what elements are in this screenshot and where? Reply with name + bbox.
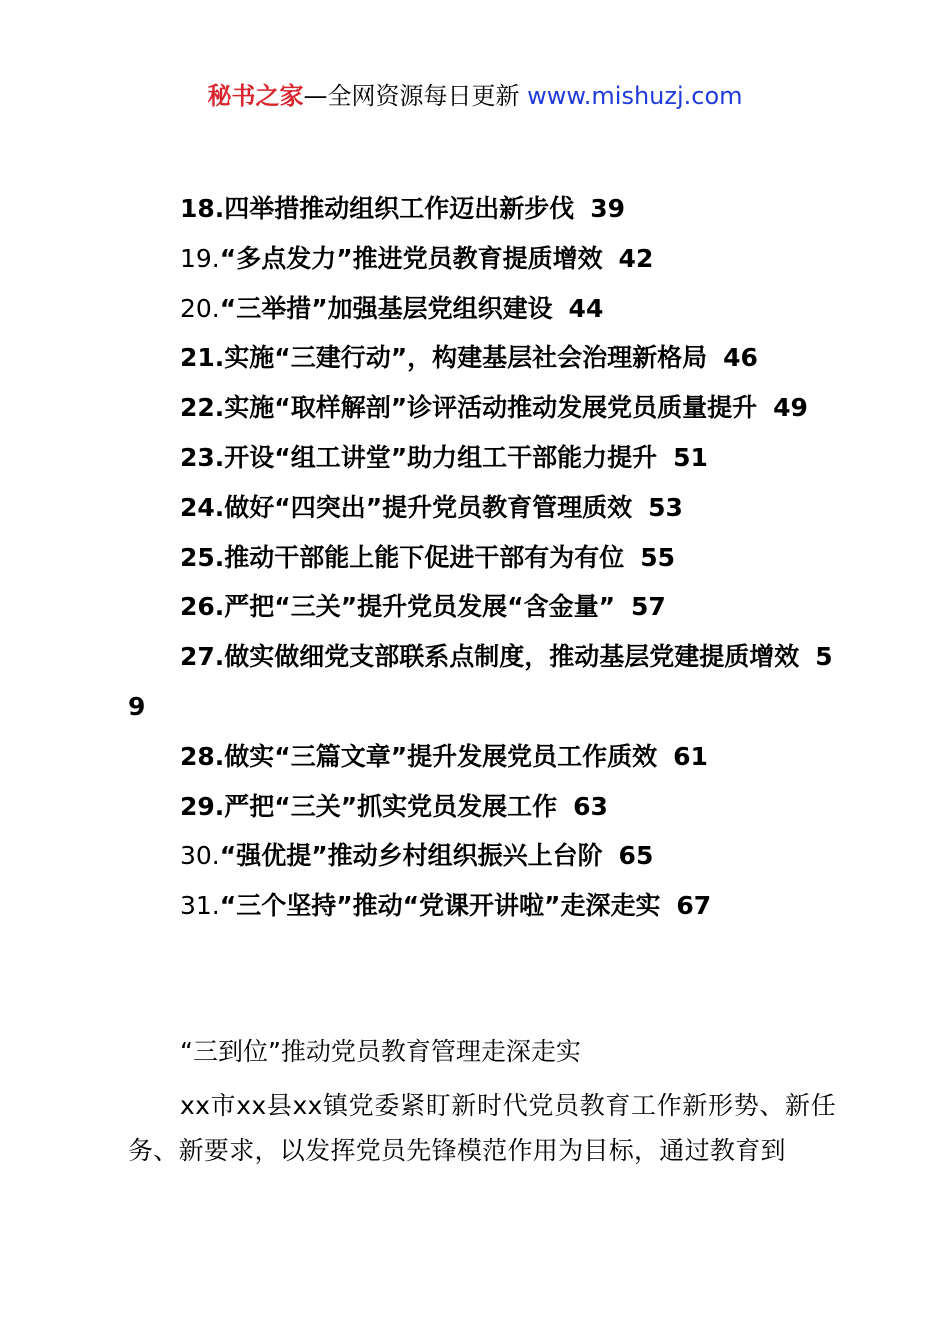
toc-item[interactable]	[128, 632, 836, 732]
toc-item-page-number: 61	[673, 741, 708, 771]
toc-item[interactable]	[128, 483, 836, 533]
toc-item-title: 严把“三关”提升党员发展“含金量”	[224, 592, 616, 622]
toc-item-page-number: 44	[568, 293, 604, 323]
toc-item-title: 严把“三关”抓实党员发展工作	[224, 791, 558, 821]
toc-item-page-number: 63	[573, 791, 608, 821]
toc-item-page-number: 49	[773, 393, 808, 423]
toc-item-number: 19.	[180, 243, 220, 273]
toc-item-page-number: 67	[676, 891, 712, 921]
toc-item-title: “三举措”加强基层党组织建设	[219, 293, 553, 323]
toc-item-page-number: 51	[673, 442, 708, 472]
toc-item-page-number: 42	[618, 243, 654, 273]
toc-item-title: 实施“取样解剖”诊评活动推动发展党员质量提升	[224, 393, 758, 423]
toc-item-title: 做好“四突出”提升党员教育管理质效	[224, 492, 633, 522]
toc-item-number: 29.	[180, 791, 225, 821]
toc-item-title: 做实“三篇文章”提升发展党员工作质效	[224, 741, 658, 771]
toc-item-title: 四举措推动组织工作迈出新步伐	[224, 194, 575, 223]
toc-item-number: 20.	[180, 293, 220, 323]
toc-item-number: 21.	[180, 343, 225, 373]
toc-item-title: 做实做细党支部联系点制度，推动基层党建提质增效	[224, 642, 800, 672]
article-paragraph: xx市xx县xx镇党委紧盯新时代党员教育工作新形势、新任务、新要求，以发挥党员先锋模范作用为目标，通过教育到	[128, 1091, 836, 1165]
toc-item-page-number: 55	[640, 542, 676, 572]
toc-item-number: 25.	[180, 542, 225, 572]
toc-item[interactable]	[128, 184, 836, 234]
toc-item-number: 30.	[180, 841, 220, 871]
toc-item-page-number: 53	[648, 492, 683, 522]
toc-item[interactable]	[128, 732, 836, 782]
toc-item[interactable]	[128, 333, 836, 383]
toc-item-title: 推动干部能上能下促进干部有为有位	[224, 542, 625, 572]
toc-item-number: 23.	[180, 442, 225, 472]
toc-item-page-number: 59	[128, 642, 833, 721]
toc-item-number: 28.	[180, 741, 225, 771]
toc-item-page-number: 39	[590, 194, 626, 223]
toc-item-number: 24.	[180, 492, 225, 522]
toc-item-page-number: 65	[618, 841, 654, 871]
site-url-link[interactable]: www.mishuzj.com	[527, 82, 743, 110]
toc-item[interactable]	[128, 782, 836, 832]
toc-item-page-number: 46	[723, 343, 758, 373]
brand-name: 秘书之家	[207, 82, 304, 110]
toc-item-title: 开设“组工讲堂”助力组工干部能力提升	[224, 442, 658, 472]
toc-item-title: “多点发力”推进党员教育提质增效	[219, 243, 603, 273]
toc-item-number: 22.	[180, 393, 225, 423]
toc-item-title: “三个坚持”推动“党课开讲啦”走深走实	[219, 891, 661, 921]
table-of-contents	[128, 184, 836, 931]
toc-item-number: 26.	[180, 592, 225, 622]
toc-item[interactable]	[128, 433, 836, 483]
toc-item[interactable]	[128, 582, 836, 632]
toc-item-title: “强优提”推动乡村组织振兴上台阶	[219, 841, 603, 871]
toc-item[interactable]	[128, 284, 836, 334]
toc-item[interactable]	[128, 234, 836, 284]
site-header	[0, 80, 950, 112]
toc-item-page-number: 57	[630, 592, 666, 622]
toc-item-title: 实施“三建行动”，构建基层社会治理新格局	[224, 343, 708, 373]
toc-item[interactable]	[128, 383, 836, 433]
toc-item-number: 18.	[180, 194, 225, 223]
header-tagline: —全网资源每日更新	[303, 82, 520, 110]
toc-item[interactable]	[128, 533, 836, 583]
toc-item[interactable]	[128, 831, 836, 881]
toc-item[interactable]	[128, 881, 836, 931]
toc-item-number: 31.	[180, 891, 220, 921]
toc-item-number: 27.	[180, 642, 225, 672]
article-title: “三到位”推动党员教育管理走深走实	[180, 1037, 581, 1066]
